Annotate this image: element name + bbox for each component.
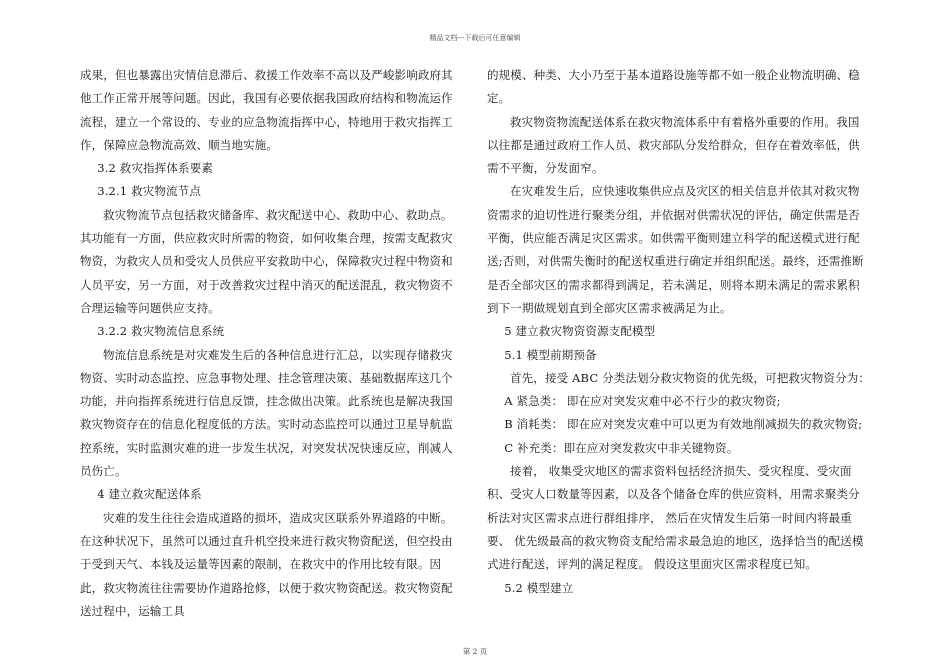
left-column	[80, 64, 464, 623]
paragraph-distribution: 灾难的发生往往会造成道路的损坏，造成灾区联系外界道路的中断。在这种状况下，虽然可以通过直升机空投来进行救灾物资配送，但空投由于受到天气、本钱及运量等因素的限制，在救灾中的作用比较有限。因此，救灾物流往往需要协作道路抢修，以便于救灾物资配送。救灾物资配送过程中，运输工具	[80, 510, 453, 618]
section-heading-5: 5 建立救灾物资资源支配模型	[504, 324, 656, 339]
paragraph-next-steps: 接着， 收集受灾地区的需求资料包括经济损失、受灾程度、受灾面积、受灾人口数量等因素，以及各个储备仓库的供应资料，用需求聚类分析法对灾区需求点进行群组排序， 然后在灾情发生后第一时间内将最重要、 优先级最高的救灾物资支配给需求最急迫的地区，选择恰当的配送模式进行配送，评判的满足程度。 假设这里面灾区需求程度已知。	[487, 464, 864, 572]
page-header: 精品文档---下载后可任意编辑	[429, 34, 521, 42]
list-item-c: C 补充类：即在应对突发救灾中非关键物资。	[504, 440, 739, 455]
paragraph-distribution-role: 救灾物资物流配送体系在救灾物流体系中有着格外重要的作用。我国以往都是通过政府工作人员、救灾部队分发给群众，但存在着效率低，供需不平衡，分发面窄。	[487, 114, 860, 176]
section-heading-3-2-1: 3.2.1 救灾物流节点	[97, 184, 201, 199]
section-heading-3-2: 3.2 救灾指挥体系要素	[97, 161, 213, 176]
page-footer: 第 2 页	[462, 647, 488, 656]
paragraph-abc: 首先，接受 ABC 分类法划分救灾物资的优先级，可把救灾物资分为：	[510, 370, 871, 385]
section-heading-3-2-2: 3.2.2 救灾物流信息系统	[97, 324, 225, 339]
paragraph-logistics-nodes: 救灾物流节点包括救灾储备库、救灾配送中心、救助中心、救助点。其功能有一方面，供应救灾时所需的物资，如何收集合理，按需支配救灾物资，为救灾人员和受灾人员供应平安救助中心，保障救灾过程中物资和人员平安，另一方面，对于改善救灾过程中消灭的配送混乱，救灾物资不合理运输等问题供应支持。	[80, 207, 453, 315]
list-item-a: A 紧急类： 即在应对突发灾难中必不行少的救灾物资;	[504, 394, 781, 409]
section-heading-5-1: 5.1 模型前期预备	[504, 347, 597, 362]
section-heading-4: 4 建立救灾配送体系	[97, 487, 202, 502]
paragraph-continuation: 的规模、种类、大小乃至于基本道路设施等都不如一般企业物流明确、稳定。	[487, 68, 860, 106]
right-column	[487, 64, 871, 600]
paragraph-after-disaster: 在灾难发生后，应快速收集供应点及灾区的相关信息并依其对救灾物资需求的迫切性进行聚类分组，并依据对供需状况的评估，确定供需是否平衡，供应能否满足灾区需求。如供需平衡则建立科学的配送模式进行配送;否则，对供需失衡时的配送权重进行确定并组织配送。最终，还需推断是否全部灾区的需求都得到满足，若未满足，则将本期未满足的需求累积到下一期做规划直到全部灾区需求被满足为止。	[487, 184, 864, 315]
paragraph-info-system: 物流信息系统是对灾难发生后的各种信息进行汇总，以实现存储救灾物资、实时动态监控、应急事物处理、挂念管理决策、基础数据库这几个功能，并向指挥系统进行信息反馈，挂念做出决策。此系统也是解决我国救灾物资存在的信息化程度低的方法。实时动态监控可以通过卫星导航监控系统，实时监测灾难的进一步发生状况，对突发状况快速反应，削减人员伤亡。	[80, 347, 453, 479]
section-heading-5-2: 5.2 模型建立	[504, 580, 574, 595]
list-item-b: B 消耗类： 即在应对突发灾难中可以更为有效地削减损失的救灾物资;	[504, 417, 863, 432]
paragraph-continuation: 成果，但也暴露出灾情信息滞后、救援工作效率不高以及严峻影响政府其他工作正常开展等问题。因此，我国有必要依据我国政府结构和物流运作流程，建立一个常设的、专业的应急物流指挥中心，特地用于救灾指挥工作，保障应急物流高效、顺当地实施。	[80, 68, 453, 152]
